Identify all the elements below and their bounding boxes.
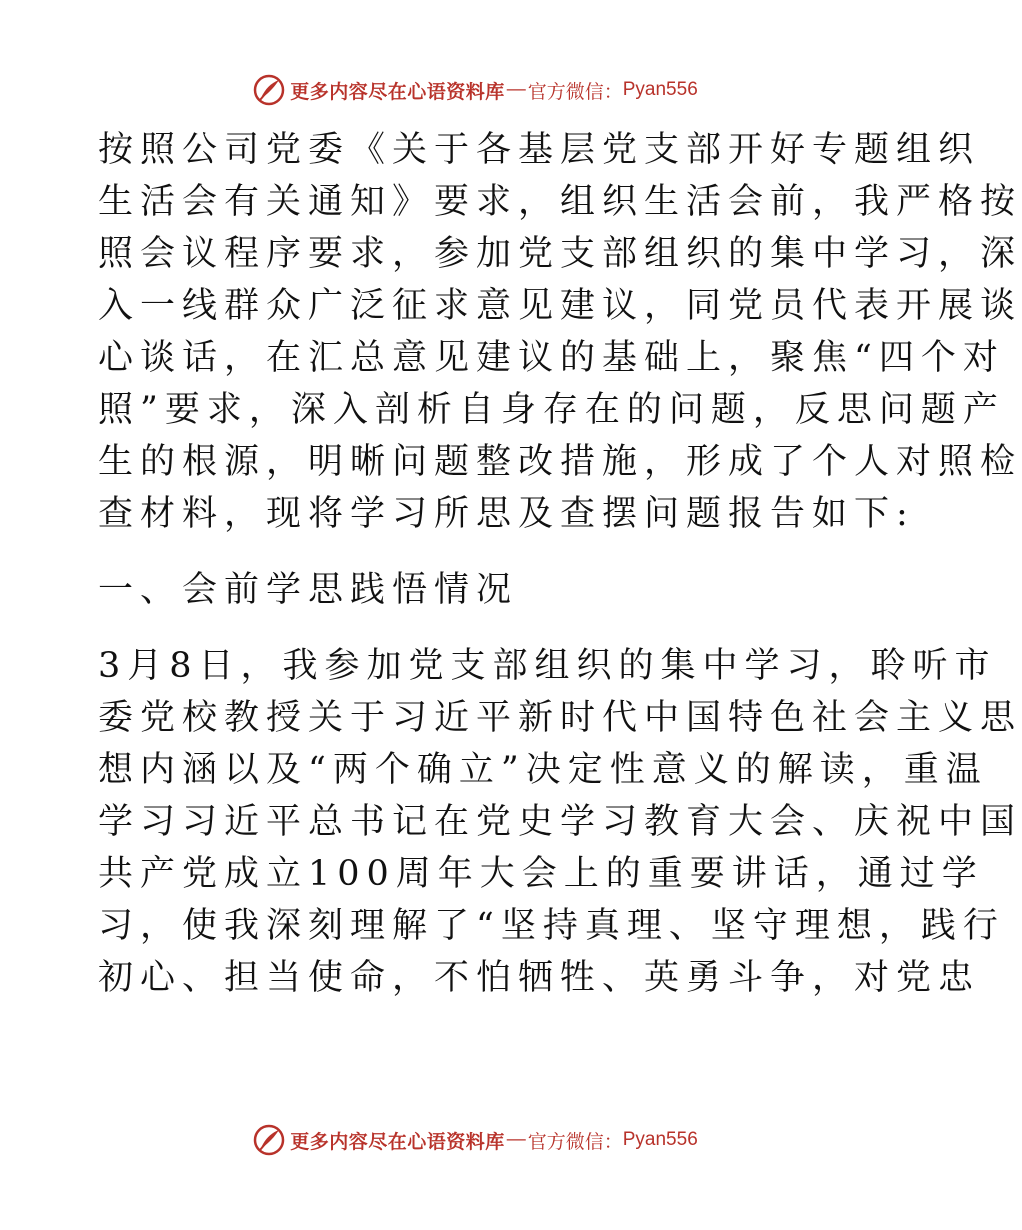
feather-quill-logo-icon [252, 73, 286, 107]
text-line: 生的根源，明晰问题整改措施，形成了个人对照检 [98, 442, 1022, 482]
banner-separator: — [506, 79, 526, 100]
text-line: 入一线群众广泛征求意见建议，同党员代表开展谈 [98, 286, 1022, 326]
feather-quill-logo-icon [252, 1123, 286, 1157]
banner-wechat-id: Pyan556 [622, 79, 698, 100]
document-body [98, 124, 1022, 1004]
banner-slogan: 更多内容尽在心语资料库 [290, 80, 505, 103]
banner-wechat-id: Pyan556 [622, 1129, 698, 1150]
text-line: 按照公司党委《关于各基层党支部开好专题组织 [98, 130, 981, 170]
header-banner [0, 70, 950, 110]
text-line: 习，使我深刻理解了“坚持真理、坚守理想，践行 [98, 906, 1005, 946]
text-line: 共产党成立100周年大会上的重要讲话，通过学 [98, 854, 984, 894]
text-line: 想内涵以及“两个确立”决定性意义的解读，重温 [98, 750, 988, 790]
text-line: 学习习近平总书记在党史学习教育大会、庆祝中国 [98, 802, 1022, 842]
paragraph-study [98, 640, 1022, 1004]
banner-slogan: 更多内容尽在心语资料库 [290, 1130, 505, 1153]
text-line: 查材料，现将学习所思及查摆问题报告如下: [98, 494, 915, 534]
text-line: 3月8日，我参加党支部组织的集中学习，聆听市 [98, 646, 997, 686]
text-line: 委党校教授关于习近平新时代中国特色社会主义思 [98, 698, 1022, 738]
banner-wechat-label: 官方微信： [527, 80, 623, 103]
text-line: 心谈话，在汇总意见建议的基础上，聚焦“四个对 [98, 338, 1005, 378]
paragraph-intro [98, 124, 1022, 540]
footer-banner [0, 1120, 950, 1160]
text-line: 初心、担当使命，不怕牺牲、英勇斗争，对党忠 [98, 958, 981, 998]
banner-wechat-label: 官方微信： [527, 1130, 623, 1153]
text-line: 照”要求，深入剖析自身存在的问题，反思问题产 [98, 390, 1005, 430]
banner-separator: — [506, 1129, 526, 1150]
text-line: 照会议程序要求，参加党支部组织的集中学习，深 [98, 234, 1022, 274]
text-line: 生活会有关通知》要求，组织生活会前，我严格按 [98, 182, 1022, 222]
section-heading: 一、会前学思践悟情况 [98, 570, 519, 610]
